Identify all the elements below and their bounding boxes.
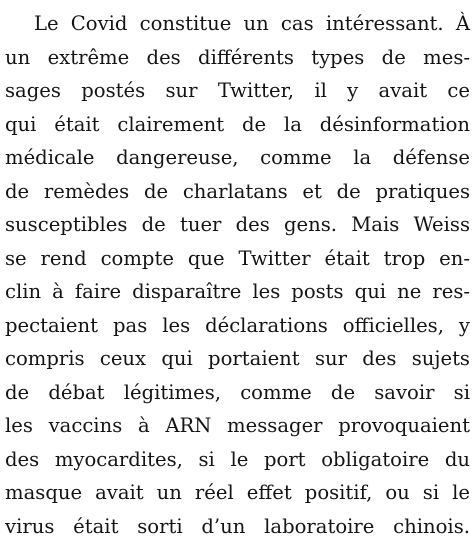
text-line: virus était sorti d’un laboratoire chinois. (5, 510, 470, 543)
text-line: susceptibles de tuer des gens. Mais Weiss (5, 208, 470, 242)
text-line: les vaccins à ARN messager provoquaient (5, 409, 470, 443)
body-paragraph (5, 7, 470, 543)
text-line: de débat légitimes, comme de savoir si (5, 376, 470, 410)
text-line: un extrême des différents types de mes- (5, 41, 470, 75)
text-line: se rend compte que Twitter était trop en- (5, 242, 470, 276)
text-line: clin à faire disparaître les posts qui ne res- (5, 275, 470, 309)
text-line: Le Covid constitue un cas intéressant. À (5, 7, 470, 41)
text-line: compris ceux qui portaient sur des sujets (5, 342, 470, 376)
text-line: médicale dangereuse, comme la défense (5, 141, 470, 175)
text-line: masque avait un réel effet positif, ou si le (5, 476, 470, 510)
text-line: des myocardites, si le port obligatoire du (5, 443, 470, 477)
text-line: sages postés sur Twitter, il y avait ce (5, 74, 470, 108)
text-line: qui était clairement de la désinformation (5, 108, 470, 142)
text-line: pectaient pas les déclarations officielles, y (5, 309, 470, 343)
text-line: de remèdes de charlatans et de pratiques (5, 175, 470, 209)
